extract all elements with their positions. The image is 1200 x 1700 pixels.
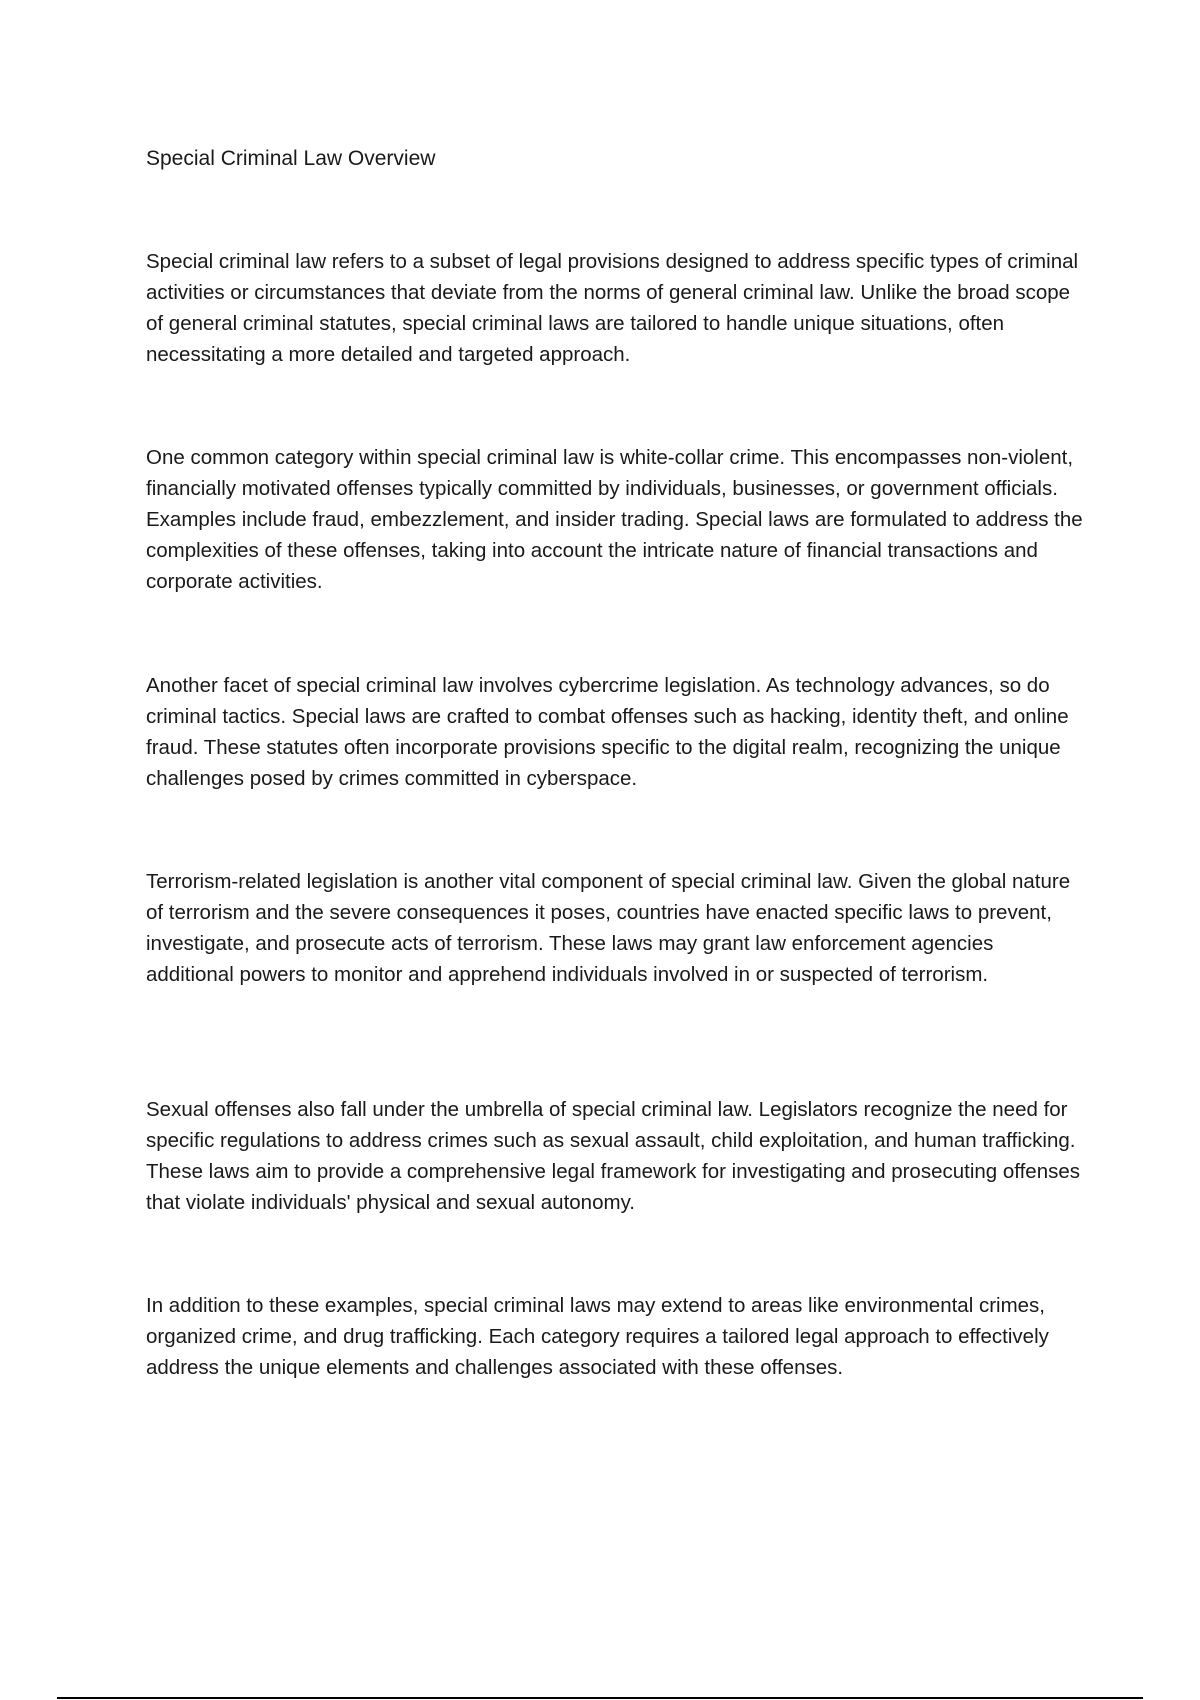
paragraph-definition: Special criminal law refers to a subset of legal provisions designed to address specific types of criminal activities or circumstances that deviate from the norms of general criminal law. Unlike the broad scope of general criminal statutes, special criminal laws are tailored to handle unique situations, often necessitating a more detailed and targeted approach. [146, 250, 1079, 366]
paragraph-white-collar-crime: One common category within special criminal law is white-collar crime. This encompasses non-violent, financially motivated offenses typically committed by individuals, businesses, or government officials. Examples include fraud, embezzlement, and insider trading. Special laws are formulated to address the complexities of these offenses, taking into account the intricate nature of financial transactions and corporate activities. [146, 446, 1083, 593]
document-title: Special Criminal Law Overview [146, 147, 436, 170]
paragraph-cybercrime: Another facet of special criminal law involves cybercrime legislation. As technology advances, so do criminal tactics. Special laws are crafted to combat offenses such as hacking, identity theft, and online fraud. These statutes often incorporate provisions specific to the digital realm, recognizing the unique challenges posed by crimes committed in cyberspace. [146, 674, 1069, 790]
footer-divider [57, 1697, 1143, 1699]
paragraph-terrorism: Terrorism-related legislation is another vital component of special criminal law. Given the global nature of terrorism and the severe consequences it poses, countries have enacted specific laws to prevent, investigate, and prosecute acts of terrorism. These laws may grant law enforcement agencies additional powers to monitor and apprehend individuals involved in or suspected of terrorism. [146, 870, 1071, 986]
paragraph-other-areas: In addition to these examples, special criminal laws may extend to areas like environmental crimes, organized crime, and drug trafficking. Each category requires a tailored legal approach to effectively address the unique elements and challenges associated with these offenses. [146, 1294, 1049, 1379]
paragraph-sexual-offenses: Sexual offenses also fall under the umbrella of special criminal law. Legislators recognize the need for specific regulations to address crimes such as sexual assault, child exploitation, and human trafficking. These laws aim to provide a comprehensive legal framework for investigating and prosecuting offenses that violate individuals' physical and sexual autonomy. [146, 1098, 1081, 1214]
